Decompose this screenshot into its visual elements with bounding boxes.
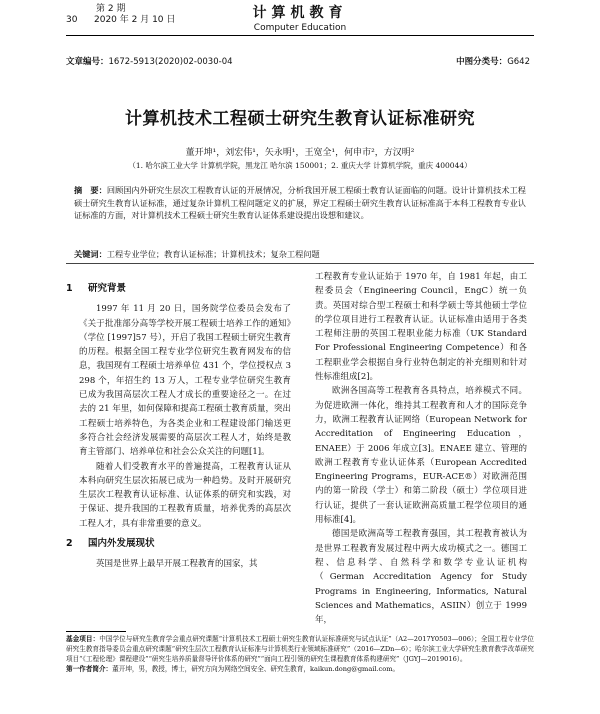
paragraph: 工程教育专业认证始于 1970 年，自 1981 年起，由工程委员会（Engineering Council，EngC）统一负责。英国对综合型工程硕士和科学硕士等其他硕士学位的学位项目进行工程教育认证。认证标准由适用于各类工程师注册的英国工程职业能力标准（UK Standard For Professional Engineering Competence）和各工程职业学会根据自身行业特色制定的补充细则和针对性标准组成[2]。 bbox=[315, 272, 527, 383]
paragraph: 德国是欧洲高等工程教育强国，其工程教育被认为是世界工程教育发展过程中两大成功模式之一。德国工程、信息科学、自然科学和数学专业认证机构（German Accreditation Agency for Study Programs in Engineering, Informatics, Natural Sciences and Mathematics，ASIIN）创立于 1999 年， bbox=[315, 529, 527, 626]
page-number: 30 bbox=[66, 15, 78, 25]
keywords-label: 关键词： bbox=[74, 249, 107, 259]
abstract-separator bbox=[66, 263, 534, 264]
header-rule bbox=[66, 35, 534, 36]
clc-value: G642 bbox=[507, 57, 530, 67]
author-bio-text: 董开坤，男，教授，博士，研究方向为网络空间安全、研究生教育，kaikun.dong@gmail.com。 bbox=[112, 665, 400, 673]
journal-masthead bbox=[225, 2, 375, 33]
footnote-rule bbox=[66, 631, 126, 632]
article-number bbox=[66, 55, 233, 67]
section-number: 1 bbox=[66, 283, 73, 294]
paper-title: 计算机技术工程硕士研究生教育认证标准研究 bbox=[125, 109, 475, 129]
paragraph: 随着人们受教育水平的普遍提高，工程教育认证从本科向研究生层次拓展已成为一种趋势。及时开展研究生层次工程教育认证标准、认证体系的研究和实践，对于保证、提升我国的工程教育质量，培养优秀的高层次工程人才，具有非常重要的意义。 bbox=[79, 461, 291, 529]
clc-number bbox=[456, 55, 530, 67]
journal-name-cn: 计算机教育 bbox=[252, 5, 348, 21]
abstract-text: 回顾国内外研究生层次工程教育认证的开展情况，分析我国开展工程硕士教育认证面临的问题。设计计算机技术工程硕士研究生教育认证标准，通过复杂计算机工程问题定义的扩展，界定工程硕士研究生教育认证标准高于本科工程教育专业认证标准的方面，对计算机技术工程硕士研究生教育认证体系建设提出设想和建议。 bbox=[74, 185, 526, 220]
author-bio-label: 第一作者简介： bbox=[66, 665, 113, 673]
publication-date: 2020 年 2 月 10 日 bbox=[94, 15, 176, 25]
keywords-text: 工程专业学位；教育认证标准；计算机技术；复杂工程问题 bbox=[106, 249, 320, 259]
abstract bbox=[74, 184, 526, 222]
author-bio bbox=[66, 664, 534, 674]
footnotes bbox=[66, 634, 534, 674]
right-column bbox=[315, 270, 527, 627]
funding-note bbox=[66, 634, 534, 664]
section-number: 2 bbox=[66, 538, 73, 550]
article-number-label: 文章编号： bbox=[66, 57, 109, 67]
abstract-label: 摘 要： bbox=[74, 185, 107, 195]
issue-number: 第 2 期 bbox=[96, 4, 126, 14]
section-title: 研究背景 bbox=[88, 283, 127, 294]
keywords bbox=[74, 249, 526, 260]
article-number-value: 1672-5913(2020)02-0030-04 bbox=[108, 57, 233, 67]
clc-label: 中图分类号： bbox=[456, 57, 508, 67]
left-column bbox=[66, 276, 291, 572]
author-list: 董开坤¹，刘宏伟¹，矢永明¹，王宽全¹，何申市²，方汉明² bbox=[185, 148, 415, 158]
paragraph: 1997 年 11 月 20 日，国务院学位委员会发布了《关于批准部分高等学校开展工程硕士培养工作的通知》（学位 [1997]57 号），开启了我国工程硕士研究生教育的历程。根据全国工程专业学位研究生教育网发布的信息，我国现有工程硕士培养单位 431 个，学位授权点 3 298 个，年招生约 13 万人，工程专业学位研究生教育已成为我国高层次工程人才成长的重要途径之一。在过去的 21 年里，如何保障和提高工程硕士教育质量，突出工程硕士培养特色，为各类企业和工程建设部门输送更多符合社会经济发展需要的高层次工程人才，始终是教育主管部门、培养单位和社会公众关注的问题[1]。 bbox=[79, 304, 291, 458]
section-title: 国内外发展现状 bbox=[88, 538, 155, 550]
affiliations: （1. 哈尔滨工业大学 计算机学院，黑龙江 哈尔滨 150001；2. 重庆大学 计算机学院，重庆 400044） bbox=[128, 161, 472, 170]
running-header-left bbox=[66, 4, 175, 26]
journal-name-en: Computer Education bbox=[253, 23, 347, 33]
section-heading-2 bbox=[66, 537, 291, 551]
section-heading-1 bbox=[66, 282, 291, 296]
paragraph: 欧洲各国高等工程教育各具特点，培养模式不同。为促进欧洲一体化，维持其工程教育和人才的国际竞争力，欧洲工程教育认证网络（European Network for Accreditation of Engineering Education，ENAEE）于 2006 年成立[3]。ENAEE 建立、管理的欧洲工程教育专业认证体系（European Accredited Engineering Programs，EUR-ACE®）对欧洲范围内的第一阶段（学士）和第二阶段（硕士）学位项目进行认证，提供了一套认证欧洲高质量工程学位项目的通用标准[4]。 bbox=[315, 386, 527, 526]
funding-label: 基金项目： bbox=[66, 635, 100, 643]
funding-text: 中国学位与研究生教育学会重点研究课题“计算机技术工程硕士研究生教育认证标准研究与试点认证”（A2—2017Y0503—006）；全国工程专业学位研究生教育指导委员会重点研究课题“研究生层次工程教育认证标准与计算机类行业领域标准研究”（2016—ZDn—6）；哈尔滨工业大学研究生教育教学改革研究项目“《工程伦理》课程建设”“研究生培养质量督导评价体系的研究”“面向工程引领的研究生课程教育体系构建研究”（JGYJ—2019016）。 bbox=[66, 635, 535, 663]
paragraph: 英国是世界上最早开展工程教育的国家，其 bbox=[96, 559, 258, 570]
